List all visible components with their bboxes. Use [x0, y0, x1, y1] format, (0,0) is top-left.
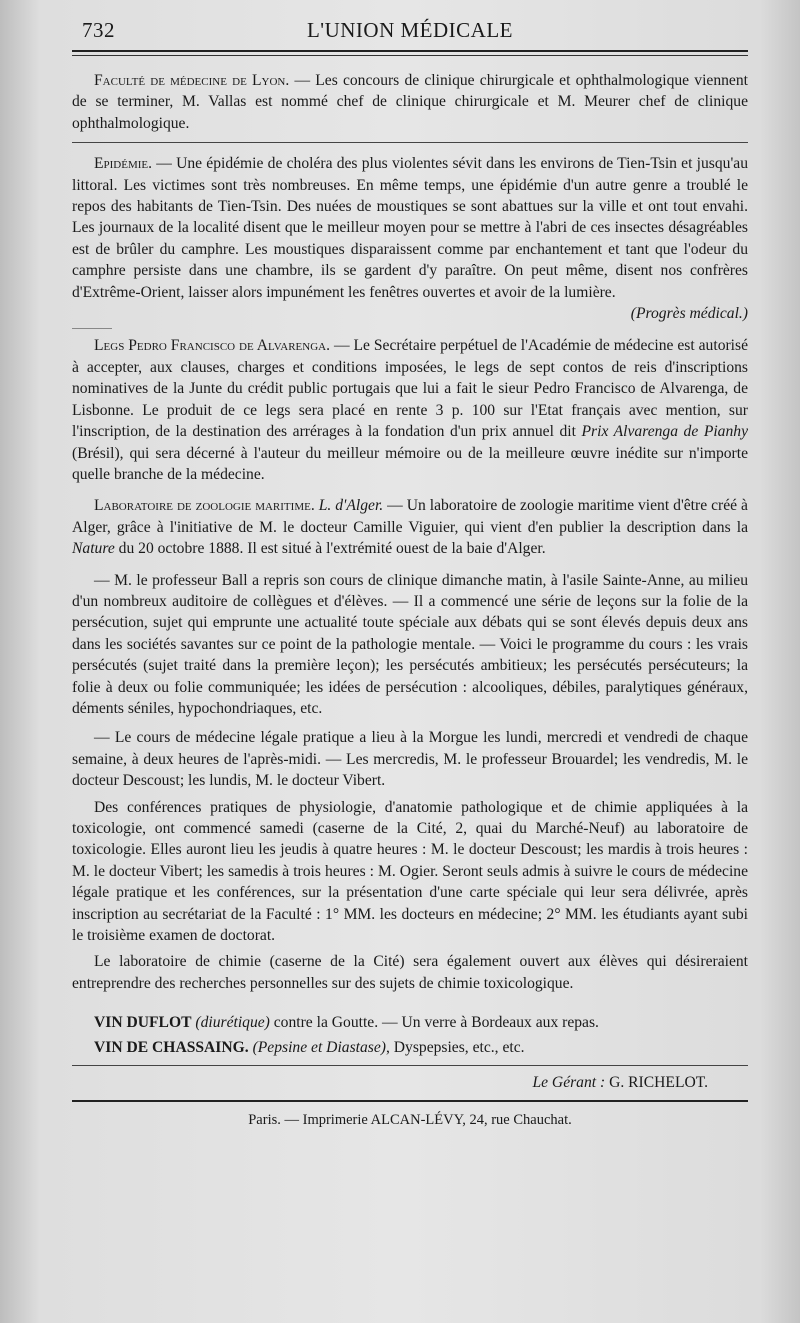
prize-name: Prix Alvarenga de Pianhy [581, 423, 748, 441]
section-divider [72, 142, 748, 143]
advert-note: (Pepsine et Diastase) [252, 1039, 386, 1057]
signature-divider [72, 1065, 748, 1066]
item-title: Laboratoire de zoologie maritime. [94, 497, 315, 515]
printer-imprint: Paris. — Imprimerie ALCAN-LÉVY, 24, rue Chauchat. [248, 1111, 572, 1128]
item-text: — Une épidémie de choléra des plus violentes sévit dans les environs de Tien-Tsin et jusqu'au littoral. Les victimes sont très nombreuses. En même temps, une épidémie d'un autre genre a troublé le repos des habitants de Tien-Tsin. Des nuées de moustiques se sont abattues sur la ville et ont tout envahi. Les journaux de la localité disent que le meilleur moyen pour se mettre à l'abri de ces insectes désagréables est de brûler du camphre. Les moustiques disparaissent comme par enchantement et tant que l'odeur du camphre persiste dans une chambre, ils se gardent d'y paraître. On peut même, disent nos confrères d'Extrême-Orient, laisser alors impunément les fenêtres ouvertes et avoir de la lumière. [72, 155, 748, 301]
item-text: — Le Secrétaire perpétuel de l'Académie de médecine est autorisé à accepter, aux clauses, charges et conditions imposées, le legs de sept contos de reis d'inscriptions nominatives de la Junte du crédit public portugais que lui a fait le sieur Pedro Francisco de Alvarenga, de Lisbonne. Le produit de ce legs sera placé en rente 3 p. 100 sur l'Etat français avec mention, sur l'inscription, de la destination des arrérages à la fondation d'un prix annuel dit [72, 337, 749, 441]
journal-name: Nature [72, 540, 115, 558]
news-item-legs [72, 335, 748, 485]
item-text: — Les concours de clinique chirurgicale et ophthalmologique viennent de se terminer, M. Vallas est nommé chef de clinique chirurgicale et M. Meurer chef de clinique ophthalmologique. [72, 72, 748, 132]
footer-rule [72, 1100, 748, 1102]
advert-name: VIN DE CHASSAING. [94, 1039, 249, 1057]
page-number: 732 [82, 18, 115, 42]
item-text: — Un laboratoire de zoologie maritime vient d'être créé à Alger, grâce à l'initiative de M. le docteur Camille Viguier, qui vient d'en publier la description dans la [72, 497, 748, 536]
advert-note: (diurétique) [195, 1014, 270, 1032]
news-item-epidemie [72, 153, 748, 323]
signature [72, 1072, 748, 1093]
advert-chassaing [72, 1036, 748, 1059]
item-text: — M. le professeur Ball a repris son cours de clinique dimanche matin, à l'asile Sainte-Anne, au milieu d'un nombreux auditoire de collègues et d'élèves. — Il a commencé une série de leçons sur la folie de la persécution, sujet qui emprunte une actualité toute spéciale aux débats qui se sont élevés depuis deux ans dans les sociétés savantes sur ce point de la pathologie mentale. — Voici le programme du cours : les vrais persécutés (sujet traité dans la première leçon); les persécutés ambitieux; les persécutés persécuteurs; la folie à deux ou folie communiquée; les idées de persécution : alcooliques, débiles, paralytiques généraux, déments séniles, hypochondriaques, etc. [72, 571, 748, 717]
news-item-conferences [72, 797, 748, 947]
advert-name: VIN DUFLOT [94, 1014, 192, 1032]
news-item-chimie [72, 951, 748, 994]
news-item-lyon [72, 70, 748, 134]
news-item-medecine-legale [72, 727, 748, 791]
header-rule [72, 50, 748, 56]
item-title: Epidémie. [94, 155, 153, 173]
item-title: Faculté de médecine de Lyon. [94, 72, 290, 89]
running-title: L'UNION MÉDICALE [306, 18, 513, 42]
item-text: du 20 octobre 1888. Il est situé à l'extrémité ouest de la baie d'Alger. [114, 540, 546, 558]
signature-name: G. RICHELOT. [605, 1074, 708, 1092]
news-item-ball [72, 570, 748, 720]
signature-label: Le Gérant : [532, 1074, 606, 1092]
item-source: (Progrès médical.) [630, 305, 748, 323]
item-text: — Le cours de médecine légale pratique a lieu à la Morgue les lundi, mercredi et vendredi de chaque semaine, à deux heures de l'après-midi. — Les mercredis, M. le professeur Brouardel; les vendredis, M. le docteur Descoust; les lundis, M. le docteur Vibert. [72, 729, 748, 790]
item-text: Le laboratoire de chimie (caserne de la Cité) sera également ouvert aux élèves qui désireraient entreprendre des recherches personnelles sur des sujets de chimie toxicologique. [72, 953, 748, 992]
item-place: L. d'Alger. [314, 497, 384, 515]
item-title: Legs Pedro Francisco de Alvarenga. [94, 337, 331, 355]
item-text: (Brésil), qui sera décerné à l'auteur du meilleur mémoire ou de la meilleure œuvre inédite sur n'importe quelle branche de la médecine. [72, 444, 748, 483]
advert-duflot [72, 1011, 748, 1034]
item-text: Des conférences pratiques de physiologie, d'anatomie pathologique et de chimie appliquées à la toxicologie, ont commencé samedi (caserne de la Cité, 2, quai du Marché-Neuf) au laboratoire de toxicologie. Elles auront lieu les jeudis à quatre heures : M. le docteur Descoust; les mardis à trois heures : M. le docteur Vibert; les samedis à trois heures : M. Ogier. Seront seuls admis à suivre le cours de médecine légale pratique et les conférences, sur la présentation d'une carte spéciale qui leur sera délivrée, après inscription au secrétariat de la Faculté : 1° MM. les docteurs en médecine; 2° MM. les étudiants ayant subi le troisième examen de doctorat. [72, 798, 748, 945]
advert-text: contre la Goutte. — Un verre à Bordeaux aux repas. [269, 1014, 599, 1032]
advert-text: , Dyspepsies, etc., etc. [385, 1039, 525, 1057]
page-header [72, 10, 748, 44]
short-divider [72, 328, 112, 329]
news-item-laboratoire [72, 495, 748, 559]
